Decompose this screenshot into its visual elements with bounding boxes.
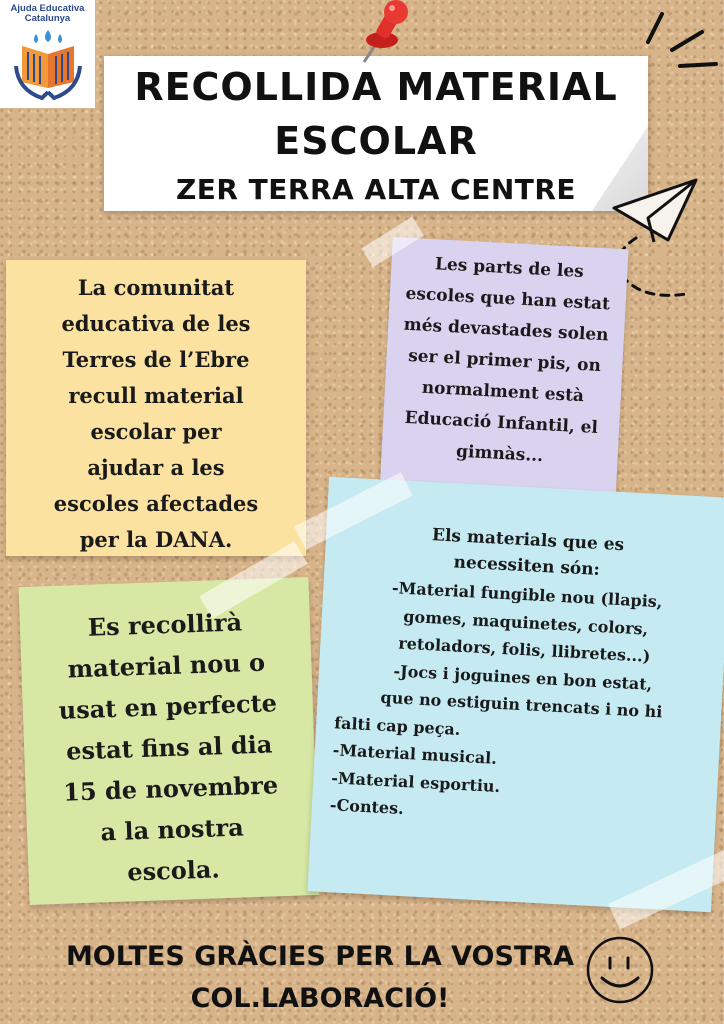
page-title xyxy=(104,60,648,168)
thanks-line2: COL.LABORACIÓ! xyxy=(190,983,450,1014)
damaged-line: gimnàs... xyxy=(455,441,544,467)
deadline-line: usat en perfecte xyxy=(58,688,278,725)
materials-item: -Material fungible nou (llapis, xyxy=(391,578,663,612)
community-line: Terres de l’Ebre xyxy=(62,347,250,372)
org-name xyxy=(11,4,85,24)
materials-list xyxy=(329,572,713,839)
materials-item: retoladors, folis, llibretes...) xyxy=(397,633,651,666)
deadline-line: escola. xyxy=(126,854,221,887)
materials-item: gomes, maquinetes, colors, xyxy=(402,606,649,639)
damaged-line: Educació Infantil, el xyxy=(404,407,599,438)
community-line: educativa de les xyxy=(61,311,251,336)
note-damaged-text xyxy=(381,247,628,476)
community-line: recull material xyxy=(68,383,244,408)
materials-heading-line: necessiten són: xyxy=(453,552,601,580)
materials-item: falti cap peça. xyxy=(333,712,461,739)
note-materials xyxy=(307,477,724,913)
community-line: escoles afectades xyxy=(53,491,259,516)
community-line: La comunitat xyxy=(77,275,235,300)
damaged-line: Les parts de les xyxy=(434,254,585,283)
note-deadline xyxy=(19,577,320,905)
note-deadline-text xyxy=(19,599,319,896)
deadline-line: 15 de novembre xyxy=(62,770,279,807)
org-name-line1: Ajuda Educativa xyxy=(10,3,85,14)
damaged-line: escoles que han estat xyxy=(405,283,611,315)
materials-item: -Jocs i joguines en bon estat, xyxy=(393,660,653,694)
org-logo xyxy=(0,0,95,108)
tape-strip xyxy=(608,849,724,929)
push-pin-icon xyxy=(356,0,416,66)
deadline-line: material nou o xyxy=(67,647,266,684)
materials-item: -Material musical. xyxy=(332,740,498,768)
deadline-line: estat fins al dia xyxy=(65,729,273,766)
thanks-line1: MOLTES GRÀCIES PER LA VOSTRA xyxy=(65,941,575,972)
community-line: escolar per xyxy=(90,419,222,444)
materials-item: -Contes. xyxy=(329,795,405,819)
materials-item: que no estiguin trencats i no hi xyxy=(380,687,663,722)
sparkle-lines-icon xyxy=(640,6,720,76)
thanks-message xyxy=(40,936,600,1020)
damaged-line: més devastades solen xyxy=(403,314,610,346)
deadline-line: a la nostra xyxy=(100,812,245,847)
title-line2: ESCOLAR xyxy=(274,119,478,163)
note-community xyxy=(6,260,306,556)
community-line: per la DANA. xyxy=(79,527,233,552)
deadline-line: Es recollirà xyxy=(87,607,243,642)
materials-heading-line: Els materials que es xyxy=(431,525,625,556)
note-community-text xyxy=(6,270,306,558)
title-line1: RECOLLIDA MATERIAL xyxy=(134,65,618,109)
smiley-icon xyxy=(584,934,656,1006)
note-damaged-areas xyxy=(379,237,628,505)
org-name-line2: Catalunya xyxy=(24,13,71,24)
materials-item: -Material esportiu. xyxy=(330,767,501,796)
community-line: ajudar a les xyxy=(87,455,225,480)
damaged-line: normalment està xyxy=(421,377,585,407)
book-hands-icon xyxy=(8,26,88,106)
page-subtitle: ZER TERRA ALTA CENTRE xyxy=(175,173,577,206)
damaged-line: ser el primer pis, on xyxy=(407,345,602,377)
